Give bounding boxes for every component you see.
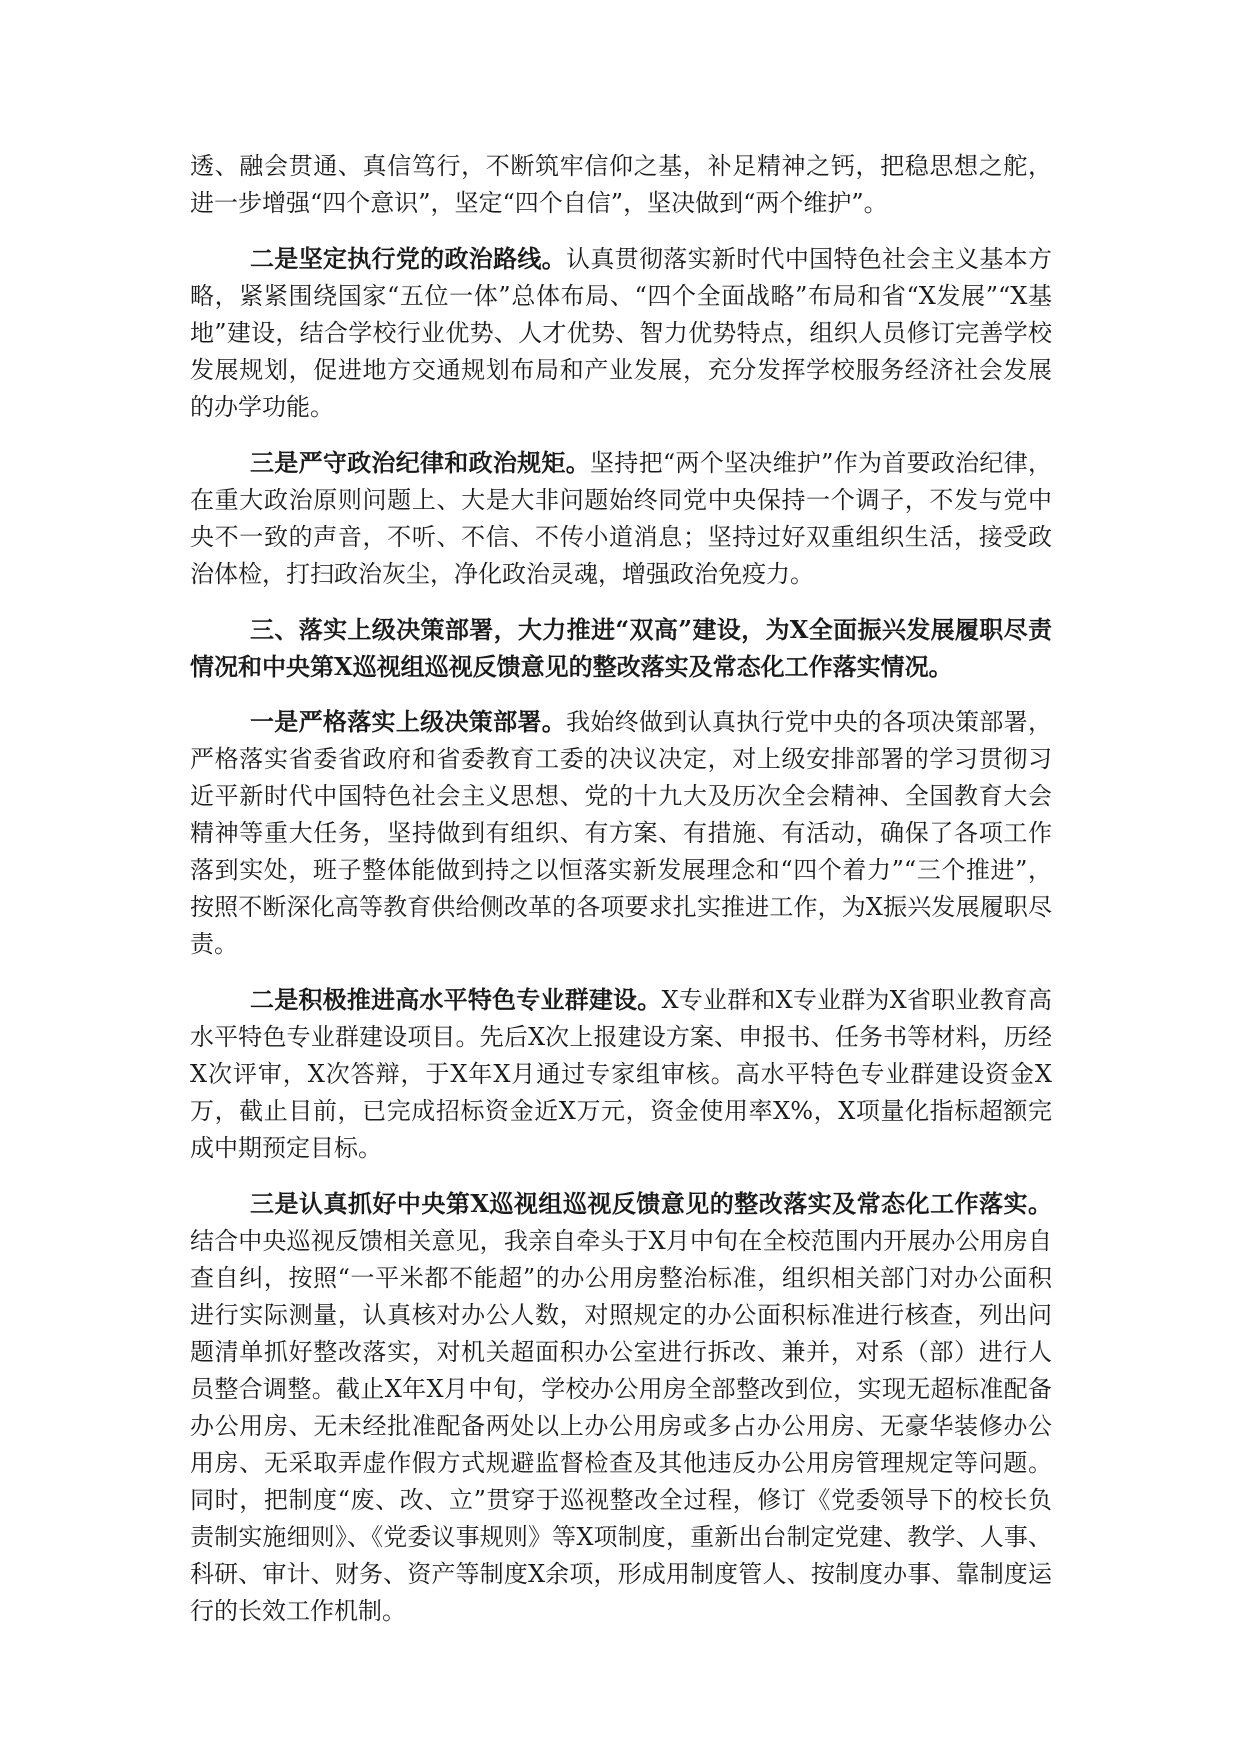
paragraph-body: 认真贯彻落实新时代中国特色社会主义基本方略，紧紧围绕国家“五位一体”总体布局、“四个全面战略”布局和省“X发展”“X基地”建设，结合学校行业优势、人才优势、智力优势特点，组织人员修订完善学校发展规划，促进地方交通规划布局和产业发展，充分发挥学校服务经济社会发展的办学功能。 bbox=[190, 245, 1052, 421]
paragraph-political-discipline bbox=[190, 444, 1052, 593]
paragraph-political-line bbox=[190, 240, 1052, 426]
paragraph-body: 坚持把“两个坚决维护”作为首要政治纪律，在重大政治原则问题上、大是大非问题始终同党中央保持一个调子，不发与党中央不一致的声音，不听、不信、不传小道消息；坚持过好双重组织生活，接受政治体检，打扫政治灰尘，净化政治灵魂，增强政治免疫力。 bbox=[190, 449, 1052, 588]
paragraph-body: 我始终做到认真执行党中央的各项决策部署，严格落实省委省政府和省委教育工委的决议决定，对上级安排部署的学习贯彻习近平新时代中国特色社会主义思想、党的十九大及历次全会精神、全国教育大会精神等重大任务，坚持做到有组织、有方案、有措施、有活动，确保了各项工作落到实处，班子整体能做到持之以恒落实新发展理念和“四个着力”“三个推进”，按照不断深化高等教育供给侧改革的各项要求扎实推进工作，为X振兴发展履职尽责。 bbox=[190, 708, 1052, 958]
paragraph-inspection-rectification bbox=[190, 1185, 1052, 1630]
paragraph-lead: 三是严守政治纪律和政治规矩。 bbox=[250, 448, 591, 477]
paragraph-body: 结合中央巡视反馈相关意见，我亲自牵头于X月中旬在全校范围内开展办公用房自查自纠，按照“一平米都不能超”的办公用房整治标准，组织相关部门对办公面积进行实际测量，认真核对办公人数，对照规定的办公面积标准进行核查，列出问题清单抓好整改落实，对机关超面积办公室进行拆改、兼并，对系（部）进行人员整合调整。截止X年X月中旬，学校办公用房全部整改到位，实现无超标准配备办公用房、无未经批准配备两处以上办公用房或多占办公用房、无豪华装修办公用房、无采取弄虚作假方式规避监督检查及其他违反办公用房管理规定等问题。同时，把制度“废、改、立”贯穿于巡视整改全过程，修订《党委领导下的校长负责制实施细则》、《党委议事规则》等X项制度，重新出台制定党建、教学、人事、科研、审计、财务、资产等制度X余项，形成用制度管人、按制度办事、靠制度运行的长效工作机制。 bbox=[190, 1227, 1052, 1625]
paragraph-lead: 三是认真抓好中央第X巡视组巡视反馈意见的整改落实及常态化工作落实。 bbox=[250, 1189, 1052, 1218]
paragraph-body: 透、融会贯通、真信笃行，不断筑牢信仰之基，补足精神之钙，把稳思想之舵，进一步增强“四个意识”，坚定“四个自信”，坚决做到“两个维护”。 bbox=[190, 152, 1052, 217]
section-heading bbox=[190, 611, 1052, 685]
paragraph-body: X专业群和X专业群为X省职业教育高水平特色专业群建设项目。先后X次上报建设方案、申报书、任务书等材料，历经X次评审，X次答辩，于X年X月通过专家组审核。高水平特色专业群建设资金X万，截止目前，已完成招标资金近X万元，资金使用率X%，X项量化指标超额完成中期预定目标。 bbox=[190, 986, 1052, 1162]
paragraph-lead: 二是坚定执行党的政治路线。 bbox=[250, 244, 567, 273]
document-page bbox=[190, 148, 1052, 1648]
paragraph-lead: 二是积极推进高水平特色专业群建设。 bbox=[250, 985, 662, 1014]
section-heading-text: 三、落实上级决策部署，大力推进“双高”建设，为X全面振兴发展履职尽责情况和中央第X巡视组巡视反馈意见的整改落实及常态化工作落实情况。 bbox=[190, 615, 1052, 681]
paragraph-decision-deployment bbox=[190, 703, 1052, 963]
paragraph-continuation bbox=[190, 148, 1052, 222]
paragraph-lead: 一是严格落实上级决策部署。 bbox=[250, 707, 567, 736]
paragraph-specialty-group bbox=[190, 981, 1052, 1167]
